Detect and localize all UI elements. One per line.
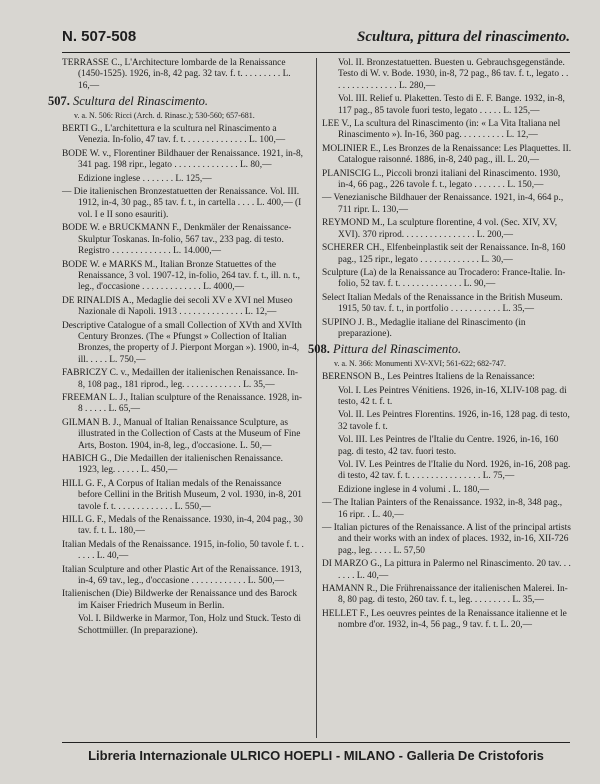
catalogue-entry: Vol. II. Bronzestatuetten. Buesten u. Gebrauchsgegenstände. Testo di W. v. Bode. 1930, in-8, 72 pag., 86 tav. f. t., legato . . . . . . . . . . . . . . . L. 280,— [338,58,569,91]
catalogue-entry: Vol. II. Les Peintres Florentins. 1926, in-16, 128 pag. di testo, 32 tavole f. t. [338,410,570,432]
catalogue-entry: DE RINALDIS A., Medaglie dei secoli XV e XVI nel Museo Nazionale di Napoli. 1913 . . . . . . . . . . . . . . L. 12,— [62,295,293,318]
catalogue-entry: Vol. IV. Les Peintres de l'Italie du Nord. 1926, in-16, 208 pag. di testo, 42 tav. f. t. . . . . . . . . . . . . . . . L. 75,— [338,460,571,482]
catalogue-entry: HAMANN R., Die Frührenaissance der italienischen Malerei. In-8, 80 pag. di testo, 260 tav. f. t., leg. . . . . . . . . L. 35,— [322,584,568,606]
section-title: Pittura del Rinascimento. [333,342,462,357]
cross-reference: v. a. N. 366: Monumenti XV-XVI; 561-622; 682-747. [334,358,506,368]
catalogue-entry: REYMOND M., La sculpture florentine, 4 vol. (Sec. XIV, XV, XVI). 370 riprod. . . . . . . . . . . . . . . . L. 200,— [322,218,558,240]
catalogue-entry: MOLINIER E., Les Bronzes de la Renaissance: Les Plaquettes. II. Catalogue raisonné. 1886, in-8, 240 pag., ill. L. 20,— [322,143,572,166]
catalogue-entry: BERTI G., L'architettura e la scultura nel Rinascimento a Venezia. In-folio, 47 tav. f. t. . . . . . . . . . . . . . L. 100,— [62,124,286,146]
catalogue-entry: Vol. I. Bildwerke in Marmor, Ton, Holz und Stuck. Testo di Schottmüller. (In preparazione). [78,614,302,636]
header-rule [62,52,570,53]
catalogue-entry: PLANISCIG L., Piccoli bronzi italiani del Rinascimento. 1930, in-4, 66 pag., 226 tavole f. t., legato . . . . . . . L. 150,— [322,168,561,191]
header-number-range: N. 507-508 [62,28,137,45]
catalogue-entry: HILL G. F., A Corpus of Italian medals of the Renaissance before Cellini in the British Museum, 2 vol. 1930, in-8, 201 tavole f. t. . . . . . . . . . . . . L. 550,— [62,478,302,512]
catalogue-entry: FREEMAN L. J., Italian sculpture of the Renaissance. 1928, in-8 . . . . . L. 65,— [62,392,303,415]
catalogue-entry: DI MARZO G., La pittura in Palermo nel Rinascimento. 20 tav. . . . . . . L. 40,— [322,559,571,581]
footer-rule [62,742,570,743]
section-number: 508. [308,342,333,357]
catalogue-entry: FABRICZY C. v., Medaillen der italienischen Renaissance. In-8, 108 pag., 181 riprod., leg. . . . . . . . . . . . . L. 35,— [62,368,299,390]
catalogue-entry: GILMAN B. J., Manual of Italian Renaissance Sculpture, as illustrated in the Collection of Casts at the Museum of Fine Arts, Boston. 1904, in-8, leg., d'occasione. L. 50,— [62,417,301,451]
catalogue-entry: Italian Sculpture and other Plastic Art of the Renaissance. 1913, in-4, 69 tav., leg., d'occasione . . . . . . . . . . . . L. 500,— [62,564,302,587]
catalogue-entry: BODE W. e MARKS M., Italian Bronze Statuettes of the Renaissance, 3 vol. 1907-12, in-folio, 264 tav. f. t., ill. n. t., leg., d'occasione . . . . . . . . . . . . . L. 4000,— [62,259,301,293]
catalogue-entry: BODE W. e BRUCKMANN F., Denkmäler der Renaissance-Skulptur Toskanas. In-folio, 567 tav., 233 pag. di testo. Registro . . . . . . . . . . . . . L. 14.000,— [62,223,292,257]
catalogue-entry: — Venezianische Bildhauer der Renaissance. 1921, in-4, 664 p., 711 ripr. L. 130,— [322,193,564,215]
catalogue-entry: BODE W. v., Florentiner Bildhauer der Renaissance. 1921, in-8, 341 pag. 198 ripr., legato . . . . . . . . . . . . . . L. 80,— [62,148,304,171]
catalogue-entry: Descriptive Catalogue of a small Collection of XVth and XVIth Century Bronzes. (The « Pfungst » Collection of Italian Bronzes, the property of J. Pierpont Morgan »). 1900, in-4, ill. . . . . L. 750,— [62,320,302,365]
section-heading [48,96,304,107]
page-header [62,28,570,48]
right-column [308,58,572,634]
catalogue-entry: HABICH G., Die Medaillen der italienischen Renaissance. 1923, leg. . . . . . L. 450,— [62,454,284,476]
catalogue-entry: Vol. III. Les Peintres de l'Italie du Centre. 1926, in-16, 160 pag. di testo, 42 tav. fuori testo. [338,435,559,457]
catalogue-entry: HELLET F., Les oeuvres peintes de la Renaissance italienne et le nombre d'or. 1932, in-4, 56 pag., 9 tav. f. t. L. 20,— [322,608,567,631]
catalogue-entry: Select Italian Medals of the Renaissance in the British Museum. 1915, 50 tav. f. t., in portfolio . . . . . . . . . . . L. 35,— [322,292,563,315]
catalogue-entry: TERRASSE C., L'Architecture lombarde de la Renaissance (1450-1525). 1926, in-8, 42 pag. 32 tav. f. t. . . . . . . . . L. 16,— [62,58,291,91]
section-number: 507. [48,94,73,109]
section-title: Scultura del Rinascimento. [73,94,209,109]
column-divider [316,58,317,738]
catalogue-entry: SUPINO J. B., Medaglie italiane del Rinascimento (in preparazione). [322,317,526,339]
catalogue-entry: Edizione inglese in 4 volumi . L. 180,— [338,484,490,495]
catalogue-entry: BERENSON B., Les Peintres Italiens de la Renaissance: [322,372,535,383]
catalogue-entry: Edizione inglese . . . . . . . L. 125,— [78,173,212,184]
catalogue-entry: Italian Medals of the Renaissance. 1915, in-folio, 50 tavole f. t. . . . . . L. 40,— [62,539,304,562]
catalogue-entry: — Italian pictures of the Renaissance. A list of the principal artists and their works with an index of places. 1932, in-16, XII-726 pag., leg. . . . . L. 57,50 [322,523,571,556]
header-title: Scultura, pittura del rinascimento. [357,29,570,45]
catalogue-entry: HILL G. F., Medals of the Renaissance. 1930, in-4, 204 pag., 30 tav. f. t. L. 180,— [62,515,303,537]
section-heading [308,344,572,355]
catalogue-entry: — Die italienischen Bronzestatuetten der Renaissance. Vol. III. 1912, in-4, 30 pag., 85 tav. f. t., in cartella . . . . L. 400,— (I vol. I e II sono esauriti). [62,187,302,220]
catalogue-entry: Sculpture (La) de la Renaissance au Trocadero: France-Italie. In-folio, 52 tav. f. t. . . . . . . . . . . . . . L. 90,— [322,267,566,290]
catalogue-entry: Vol. III. Relief u. Plaketten. Testo di E. F. Bange. 1932, in-8, 117 pag., 85 tavole fuori testo, legato . . . . . L. 125,— [338,94,565,116]
catalogue-entry: LEE V., La scultura del Rinascimento (in: « La Vita Italiana nel Rinascimento »). In-16, 360 pag. . . . . . . . . . L. 12,— [322,119,561,141]
cross-reference: v. a. N. 506: Ricci (Arch. d. Rinasc.); 530-560; 657-681. [74,110,255,120]
left-column [48,58,304,639]
catalogue-entry: Italienischen (Die) Bildwerke der Renaissance und des Barock im Kaiser Friedrich Museum in Berlin. [62,589,298,611]
catalogue-entry: SCHERER CH., Elfenbeinplastik seit der Renaissance. In-8, 160 pag., 125 ripr., legato . . . . . . . . . . . . . L. 30,— [322,243,566,265]
page-footer: Libreria Internazionale ULRICO HOEPLI - MILANO - Galleria De Cristoforis [88,748,544,763]
catalogue-entry: Vol. I. Les Peintres Vénitiens. 1926, in-16, XLIV-108 pag. di testo, 42 t. f. t. [338,385,567,407]
catalogue-entry: — The Italian Painters of the Renaissance. 1932, in-8, 348 pag., 16 ripr. . L. 40,— [322,498,563,520]
